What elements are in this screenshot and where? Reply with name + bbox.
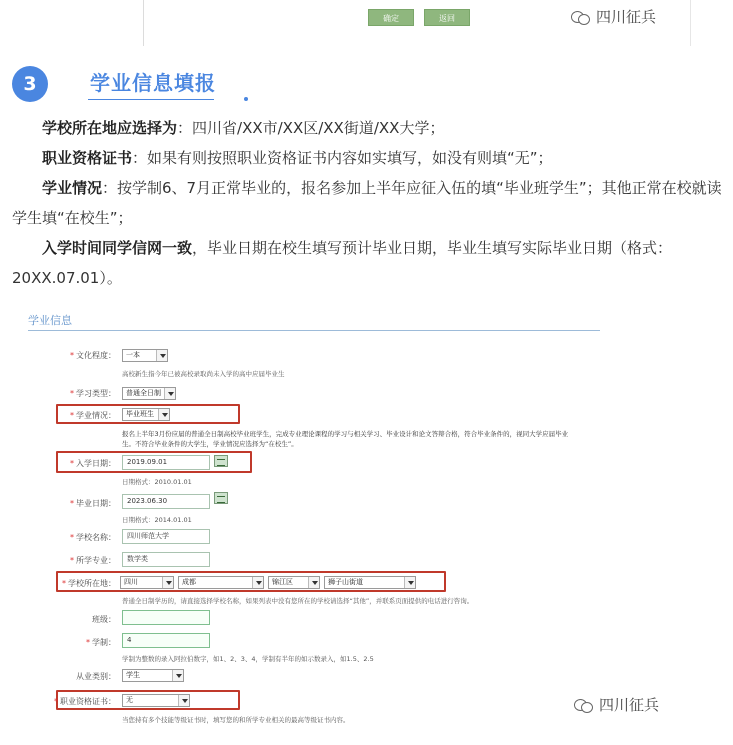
school-location-label <box>46 578 116 589</box>
paragraph-text: ，毕业日期在校生填写预计毕业日期，毕业生填写实际毕业日期（格式：20XX.07.01）。 <box>12 239 673 287</box>
watermark-text: 四川征兵 <box>596 8 657 26</box>
major-label-text: 所学专业： <box>76 556 116 565</box>
academic-info-form <box>20 306 660 736</box>
major-label <box>46 555 116 566</box>
confirm-button[interactable]: 确定 <box>368 9 414 26</box>
school-location-hint: 普通全日制学历的，请直接选择学校名称，如果列表中没有您所在的学校请选择“其他”，并联系页面提供的电话进行咨询。 <box>122 597 474 605</box>
study-status-select-value: 毕业班生 <box>126 410 154 418</box>
chevron-down-icon <box>252 577 263 588</box>
watermark <box>574 694 659 715</box>
paragraph-dates <box>12 233 728 293</box>
class-input[interactable] <box>122 610 210 625</box>
study-type-label <box>46 388 116 399</box>
duration-input[interactable]: 4 <box>122 633 210 648</box>
chevron-down-icon <box>308 577 319 588</box>
education-select[interactable] <box>122 349 168 362</box>
chevron-down-icon <box>156 350 167 361</box>
wechat-icon <box>571 10 591 24</box>
paragraph-text: ：按学制6、7月正常毕业的，报名参加上半年应征入伍的填“毕业班学生”；其他正常在校就读学生填“在校生”； <box>12 179 722 227</box>
education-hint: 高校新生指今年已被高校录取尚未入学的高中应届毕业生 <box>122 370 285 378</box>
city-select[interactable] <box>178 576 264 589</box>
school-name-input[interactable]: 四川师范大学 <box>122 529 210 544</box>
study-type-select[interactable] <box>122 387 176 400</box>
top-action-strip <box>0 0 733 46</box>
study-status-hint: 报名上半年3月份应届的普通全日制高校毕业班学生，完成专业理论课程的学习与相关学习、毕业设计和论文答辩合格，符合毕业条件的，视同大学应届毕业 <box>122 430 569 438</box>
wechat-icon <box>574 698 594 712</box>
class-label <box>46 614 116 625</box>
school-location-label-text: 学校所在地： <box>68 579 116 588</box>
study-status-label <box>46 410 116 421</box>
required-star: * <box>70 411 74 420</box>
enroll-date-input[interactable]: 2019.09.01 <box>122 455 210 470</box>
divider <box>690 0 691 46</box>
paragraph-certificate <box>12 143 728 173</box>
enroll-date-hint: 日期格式：2010.01.01 <box>122 478 192 486</box>
education-select-value: 一本 <box>126 351 140 359</box>
paragraph-bold: 学校所在地应选择为 <box>42 119 178 137</box>
form-title-divider <box>28 330 600 331</box>
required-star: * <box>70 556 74 565</box>
street-select-value: 狮子山街道 <box>328 578 363 586</box>
required-star: * <box>70 351 74 360</box>
study-status-select[interactable] <box>122 408 170 421</box>
divider <box>143 0 144 46</box>
title-dot <box>244 97 248 101</box>
school-name-label <box>46 532 116 543</box>
paragraph-bold: 学业情况 <box>42 179 103 197</box>
required-star: * <box>70 459 74 468</box>
form-title: 学业信息 <box>28 314 72 327</box>
required-star: * <box>70 533 74 542</box>
paragraph-study-status <box>12 173 728 233</box>
certificate-select[interactable] <box>122 694 190 707</box>
certificate-hint: 当您持有多个技能等级证书时，填写您的和所学专业相关的最高等级证书内容。 <box>122 716 350 724</box>
school-name-label-text: 学校名称： <box>76 533 116 542</box>
study-type-label-text: 学习类型： <box>76 389 116 398</box>
grad-date-hint: 日期格式：2014.01.01 <box>122 516 192 524</box>
paragraph-text: ：如果有则按照职业资格证书内容如实填写，如没有则填“无”； <box>132 149 553 167</box>
watermark-text: 四川征兵 <box>599 696 660 714</box>
enroll-date-label-text: 入学日期： <box>76 459 116 468</box>
chevron-down-icon <box>172 670 183 681</box>
calendar-icon[interactable] <box>214 455 228 467</box>
watermark <box>571 6 656 27</box>
back-button[interactable]: 返回 <box>424 9 470 26</box>
duration-label-text: 学制： <box>92 638 116 647</box>
paragraph-bold: 职业资格证书 <box>42 149 133 167</box>
study-status-hint: 生。不符合毕业条件的大学生，学业情况应选择为“在校生”。 <box>122 440 298 448</box>
duration-hint: 学制为整数的录入阿拉伯数字，如1、2、3、4，学制有半年的如示数录入，如1.5、2.5 <box>122 655 374 663</box>
title-underline <box>88 99 214 100</box>
certificate-select-value: 无 <box>126 696 133 704</box>
chevron-down-icon <box>178 695 189 706</box>
paragraph-bold: 入学时间同学信网一致 <box>42 239 193 257</box>
province-select-value: 四川 <box>124 578 138 586</box>
grad-date-input[interactable]: 2023.06.30 <box>122 494 210 509</box>
city-select-value: 成都 <box>182 578 196 586</box>
paragraph-text: ：四川省/XX市/XX区/XX街道/XX大学； <box>177 119 445 137</box>
required-star: * <box>70 389 74 398</box>
required-star: * <box>54 697 58 706</box>
required-star: * <box>62 579 66 588</box>
section-number-badge: 3 <box>12 66 48 102</box>
occupation-label-text: 从业类别： <box>76 672 116 681</box>
street-select[interactable] <box>324 576 416 589</box>
paragraph-school-location <box>12 113 728 143</box>
chevron-down-icon <box>164 388 175 399</box>
grad-date-label-text: 毕业日期： <box>76 499 116 508</box>
occupation-select-value: 学生 <box>126 671 140 679</box>
district-select-value: 锦江区 <box>272 578 293 586</box>
calendar-icon[interactable] <box>214 492 228 504</box>
study-status-label-text: 学业情况： <box>76 411 116 420</box>
education-label <box>46 350 116 361</box>
study-type-select-value: 普通全日制 <box>126 389 161 397</box>
chevron-down-icon <box>162 577 173 588</box>
certificate-label <box>46 696 116 707</box>
section-title: 学业信息填报 <box>90 71 216 95</box>
grad-date-label <box>46 498 116 509</box>
occupation-select[interactable] <box>122 669 184 682</box>
certificate-label-text: 职业资格证书： <box>60 697 116 706</box>
duration-label <box>46 637 116 648</box>
occupation-label <box>46 671 116 682</box>
major-input[interactable]: 数学类 <box>122 552 210 567</box>
class-label-text: 班级： <box>92 615 116 624</box>
required-star: * <box>86 638 90 647</box>
chevron-down-icon <box>404 577 415 588</box>
district-select[interactable] <box>268 576 320 589</box>
required-star: * <box>70 499 74 508</box>
province-select[interactable] <box>120 576 174 589</box>
chevron-down-icon <box>158 409 169 420</box>
enroll-date-label <box>46 458 116 469</box>
education-label-text: 文化程度： <box>76 351 116 360</box>
